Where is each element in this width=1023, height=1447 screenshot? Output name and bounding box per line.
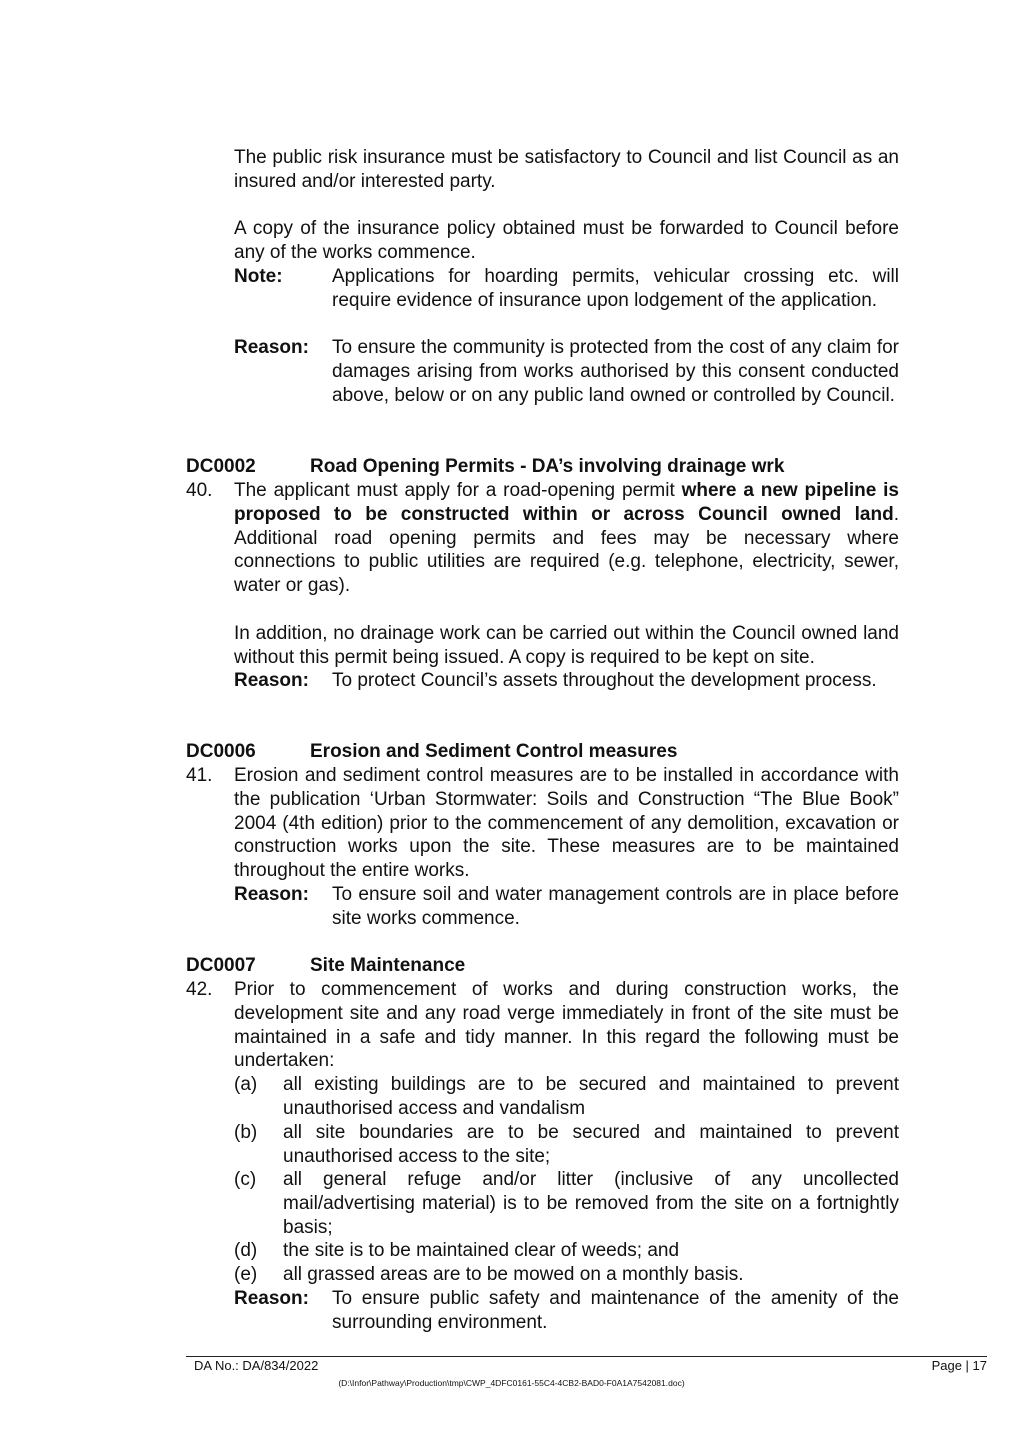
reason-label: Reason: [234,1288,309,1309]
reason-text: To protect Council’s assets throughout the development process. [332,670,877,691]
reason-label: Reason: [234,337,309,358]
list-item-letter: (c) [234,1169,257,1190]
condition-text-bold: where a new pipeline is proposed to be constructed within or across Council owned land [234,480,899,525]
reason-text: To ensure public safety and maintenance of the amenity of the surrounding environment. [332,1288,899,1333]
list-item-letter: (b) [234,1122,258,1143]
list-item-letter: (e) [234,1264,258,1285]
list-item-text: all existing buildings are to be secured and maintained to prevent unauthorised access and vandalism [283,1074,899,1119]
reason-label: Reason: [234,670,309,691]
reason-label: Reason: [234,884,309,905]
insurance-paragraph-2: A copy of the insurance policy obtained must be forwarded to Council before any of the works commence. [234,218,899,263]
condition-text-part: . Additional road opening permits and fees may be necessary where connections to public utilities are required (e.g. telephone, electricity, sewer, water or gas). [234,503,899,597]
list-item-text: the site is to be maintained clear of weeds; and [283,1240,680,1261]
list-item-text: all grassed areas are to be mowed on a monthly basis. [283,1264,744,1285]
condition-41-text: Erosion and sediment control measures are to be installed in accordance with the publication ‘Urban Stormwater: Soils and Construction “The Blue Book” 2004 (4th edition) prior to the commencement of any demolition, excavation or construction works upon the site. These measures are to be maintained throughout the entire works. [234,765,899,882]
footer-divider [186,1356,987,1357]
condition-text-part: The applicant must apply for a road-opening permit [234,480,682,501]
list-item-letter: (d) [234,1240,258,1261]
section-title: Erosion and Sediment Control measures [310,741,678,762]
list-item-letter: (a) [234,1074,258,1095]
section-code: DC0002 [186,456,256,477]
section-code: DC0007 [186,955,256,976]
note-label: Note: [234,266,283,287]
reason-text: To ensure soil and water management controls are in place before site works commence. [332,884,899,929]
note-text: Applications for hoarding permits, vehicular crossing etc. will require evidence of insurance upon lodgement of the application. [332,266,899,311]
reason-text: To ensure the community is protected from the cost of any claim for damages arising from works authorised by this consent conducted above, below or on any public land owned or controlled by Council. [332,337,899,406]
condition-42-text: Prior to commencement of works and during construction works, the development site and any road verge immediately in front of the site must be maintained in a safe and tidy manner. In this regard the following must be undertaken: [234,979,899,1072]
condition-40-text [234,479,899,598]
condition-number: 42. [186,979,213,1000]
list-item-text: all general refuge and/or litter (inclusive of any uncollected mail/advertising material) is to be removed from the site on a fortnightly basis; [283,1169,899,1238]
condition-40-paragraph-2: In addition, no drainage work can be carried out within the Council owned land without this permit being issued. A copy is required to be kept on site. [234,623,899,668]
footer-file-path: (D:\Infor\Pathway\Production\tmp\CWP_4DFC0161-55C4-4CB2-BAD0-F0A1A7542081.doc) [338,1378,685,1388]
insurance-paragraph-1: The public risk insurance must be satisfactory to Council and list Council as an insured and/or interested party. [234,147,899,192]
section-title: Road Opening Permits - DA’s involving drainage wrk [310,456,785,477]
section-title: Site Maintenance [310,955,466,976]
footer-da-number: DA No.: DA/834/2022 [194,1358,319,1373]
condition-number: 40. [186,480,213,501]
condition-number: 41. [186,765,213,786]
footer-page-number: Page | 17 [931,1358,987,1373]
list-item-text: all site boundaries are to be secured and maintained to prevent unauthorised access to the site; [283,1122,899,1167]
section-code: DC0006 [186,741,256,762]
